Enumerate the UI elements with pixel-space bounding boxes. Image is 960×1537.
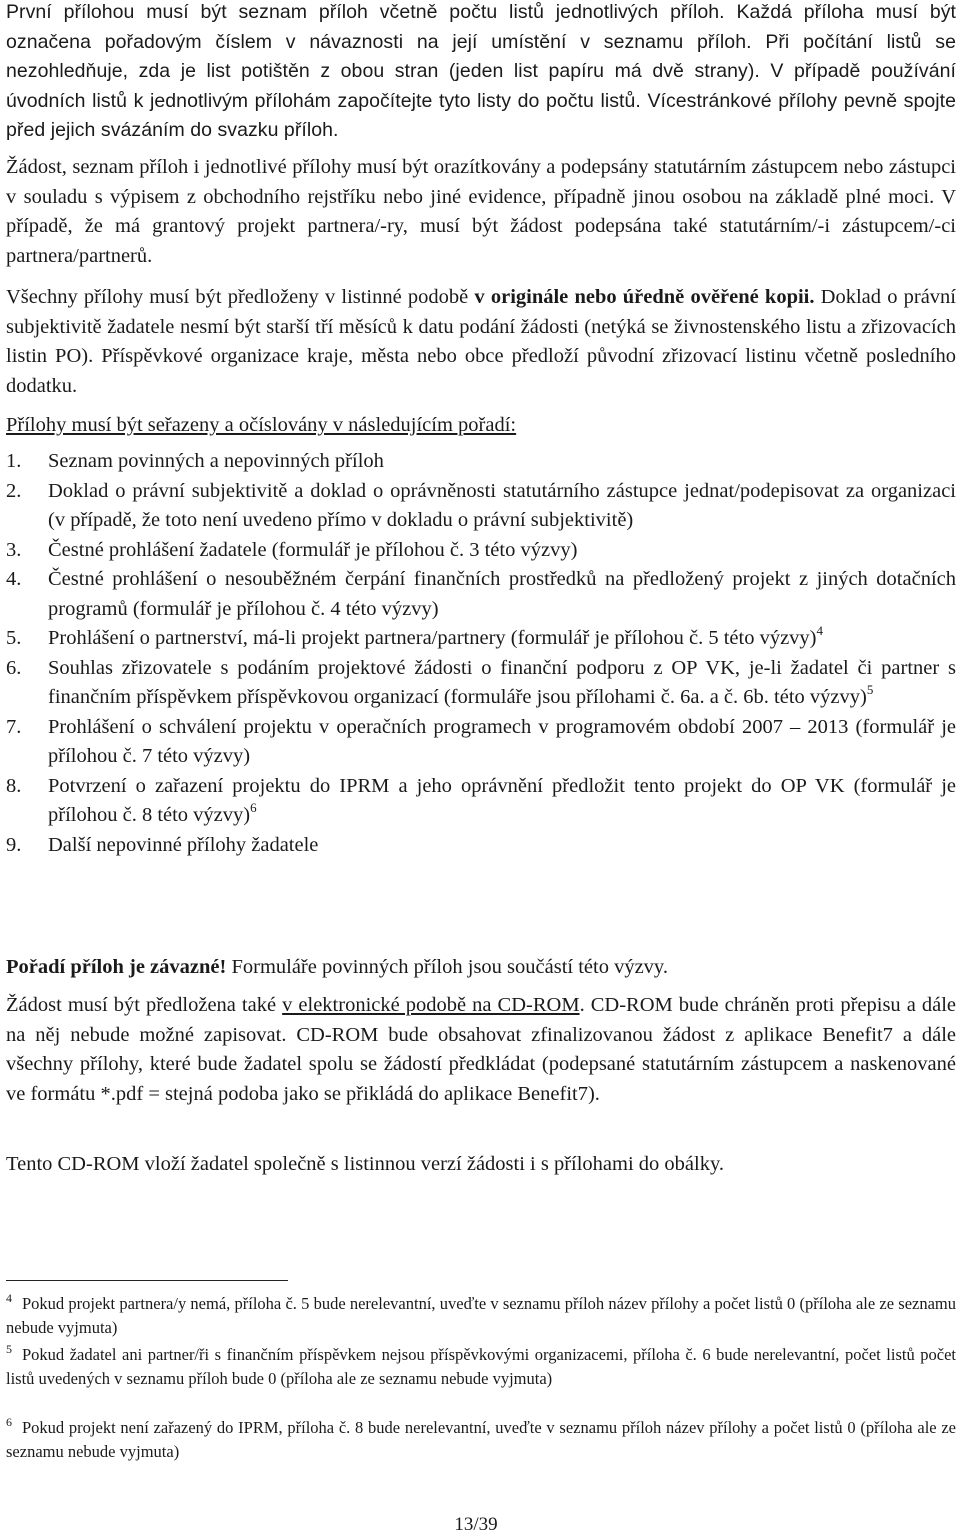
- binding-bold: Pořadí příloh je závazné!: [6, 956, 227, 978]
- list-item: [6, 831, 956, 861]
- footnote-text: Pokud projekt není zařazený do IPRM, příloha č. 8 bude nerelevantní, uveďte v seznamu příloh název přílohy a počet listů 0 (příloha ale ze seznamu nebude vyjmuta): [6, 1418, 956, 1461]
- signature-paragraph: Žádost, seznam příloh i jednotlivé přílohy musí být orazítkovány a podepsány statutárním zástupcem nebo zástupci v souladu s výpisem z obchodního rejstříku nebo jiné evidence, případně jinou osobou na základě plné moci. V případě, že má grantový projekt partnera/-ry, musí být žádost podepsána také statutárním/-i zástupcem/-ci partnera/partnerů.: [6, 156, 956, 267]
- footnote: [6, 1416, 956, 1463]
- footnote-ref: 5: [866, 682, 874, 698]
- item-text: Prohlášení o partnerství, má-li projekt partnera/partnery (formulář je přílohou č. 5 této výzvy): [48, 627, 817, 649]
- item-text: Čestné prohlášení žadatele (formulář je přílohou č. 3 této výzvy): [48, 538, 578, 561]
- page-number: 13/39: [454, 1514, 498, 1535]
- cdrom-pre: Žádost musí být předložena také: [6, 994, 283, 1016]
- binding-rest: Formuláře povinných příloh jsou součástí této výzvy.: [226, 956, 668, 978]
- footnote-ref: 4: [816, 623, 823, 639]
- intro-paragraph: [6, 0, 956, 146]
- list-item: [6, 447, 956, 477]
- item-number: 8.: [6, 774, 22, 797]
- item-number: 2.: [6, 479, 22, 502]
- item-text: Potvrzení o zařazení projektu do IPRM a jeho oprávnění předložit tento projekt do OP VK (formulář je přílohou č. 8 této výzvy): [48, 774, 956, 826]
- footnote: [6, 1343, 956, 1390]
- list-item: [6, 565, 956, 624]
- item-text: Další nepovinné přílohy žadatele: [48, 833, 319, 856]
- order-heading: [6, 411, 956, 441]
- footnote-number: 6: [6, 1414, 12, 1429]
- cdrom-underlined: v elektronické podobě na CD-ROM: [282, 994, 580, 1016]
- item-number: 4.: [6, 568, 22, 590]
- item-number: 1.: [6, 450, 22, 472]
- footnote-text: Pokud žadatel ani partner/ři s finančním příspěvkem nejsou příspěvkovými organizacemi, příloha č. 6 bude nerelevantní, počet listů počet listů uvedených v seznamu příloh bude 0 (příloha ale ze seznamu nebude vyjmuta): [6, 1345, 956, 1388]
- binding-paragraph: [6, 953, 956, 983]
- footnote-text: Pokud projekt partnera/y nemá, příloha č. 5 bude nerelevantní, uveďte v seznamu příloh název přílohy a počet listů 0 (příloha ale ze seznamu nebude vyjmuta): [6, 1294, 956, 1337]
- attachments-list: [6, 447, 956, 860]
- item-text: Doklad o právní subjektivitě a doklad o oprávněnosti statutárního zástupce jednat/podepisovat za organizaci (v případě, že toto není uvedeno přímo v dokladu o právní subjektivitě): [48, 479, 956, 531]
- item-number: 7.: [6, 715, 22, 738]
- item-text: Souhlas zřizovatele s podáním projektové žádosti o finanční podporu z OP VK, je-li žadatel či partner s finančním příspěvkem příspěvkovou organizací (formuláře jsou přílohami č. 6a. a č. 6b. této výzvy): [48, 656, 956, 708]
- list-item: [6, 713, 956, 772]
- originals-post: Doklad o právní subjektivitě žadatele nesmí být starší tří měsíců k datu podání žádosti (netýká se živnostenského listu a zřizovacích listin PO). Příspěvkové organizace kraje, města nebo obce předloží původní zřizovací listinu včetně posledního dodatku.: [6, 286, 956, 397]
- item-text: Prohlášení o schválení projektu v operačních programech v programovém období 2007 – 2013 (formulář je přílohou č. 7 této výzvy): [48, 715, 956, 767]
- item-number: 9.: [6, 833, 22, 856]
- item-number: 6.: [6, 656, 22, 679]
- list-item: [6, 536, 956, 566]
- footnote-number: 5: [6, 1341, 12, 1356]
- list-item: [6, 772, 956, 831]
- list-item: [6, 654, 956, 713]
- item-text: Seznam povinných a nepovinných příloh: [48, 450, 384, 472]
- item-number: 3.: [6, 538, 22, 561]
- list-item: [6, 624, 956, 654]
- item-number: 5.: [6, 627, 22, 649]
- item-text: Čestné prohlášení o nesouběžném čerpání finančních prostředků na předložený projekt z jiných dotačních programů (formulář je přílohou č. 4 této výzvy): [48, 568, 956, 620]
- order-heading-text: Přílohy musí být seřazeny a očíslovány v následujícím pořadí:: [6, 414, 517, 436]
- footnote: [6, 1292, 956, 1339]
- intro-text: První přílohou musí být seznam příloh včetně počtu listů jednotlivých příloh. Každá příloha musí být označena pořadovým číslem v návaznosti na její umístění v seznamu příloh. Při počítání listů se nezohledňuje, zda je list potištěn z obou stran (jeden list papíru má dvě strany). V případě používání úvodních listů k jednotlivým přílohám započítejte tyto listy do počtu listů. Vícestránkové přílohy pevně spojte před jejich svázáním do svazku příloh.: [6, 1, 956, 141]
- footnote-number: 4: [6, 1290, 12, 1305]
- originals-pre: Všechny přílohy musí být předloženy v listinné podobě: [6, 286, 475, 308]
- originals-bold: v originále nebo úředně ověřené kopii.: [474, 286, 815, 308]
- cdrom-paragraph: [6, 991, 956, 1109]
- footnote-separator: [6, 1280, 288, 1281]
- originals-paragraph: [6, 283, 956, 401]
- cdrom-post: . CD-ROM bude chráněn proti přepisu a dále na něj nebude možné zapisovat. CD-ROM bude obsahovat zfinalizovanou žádost z aplikace Benefit7 a dále všechny přílohy, které bude žadatel spolu se žádostí předkládat (podepsané statutárním zástupcem a naskenované ve formátu *.pdf = stejná podoba jako se přikládá do aplikace Benefit7).: [6, 994, 957, 1105]
- envelope-paragraph: Tento CD-ROM vloží žadatel společně s listinnou verzí žádosti i s přílohami do obálky.: [6, 1153, 725, 1175]
- footnote-ref: 6: [250, 800, 257, 816]
- list-item: [6, 477, 956, 536]
